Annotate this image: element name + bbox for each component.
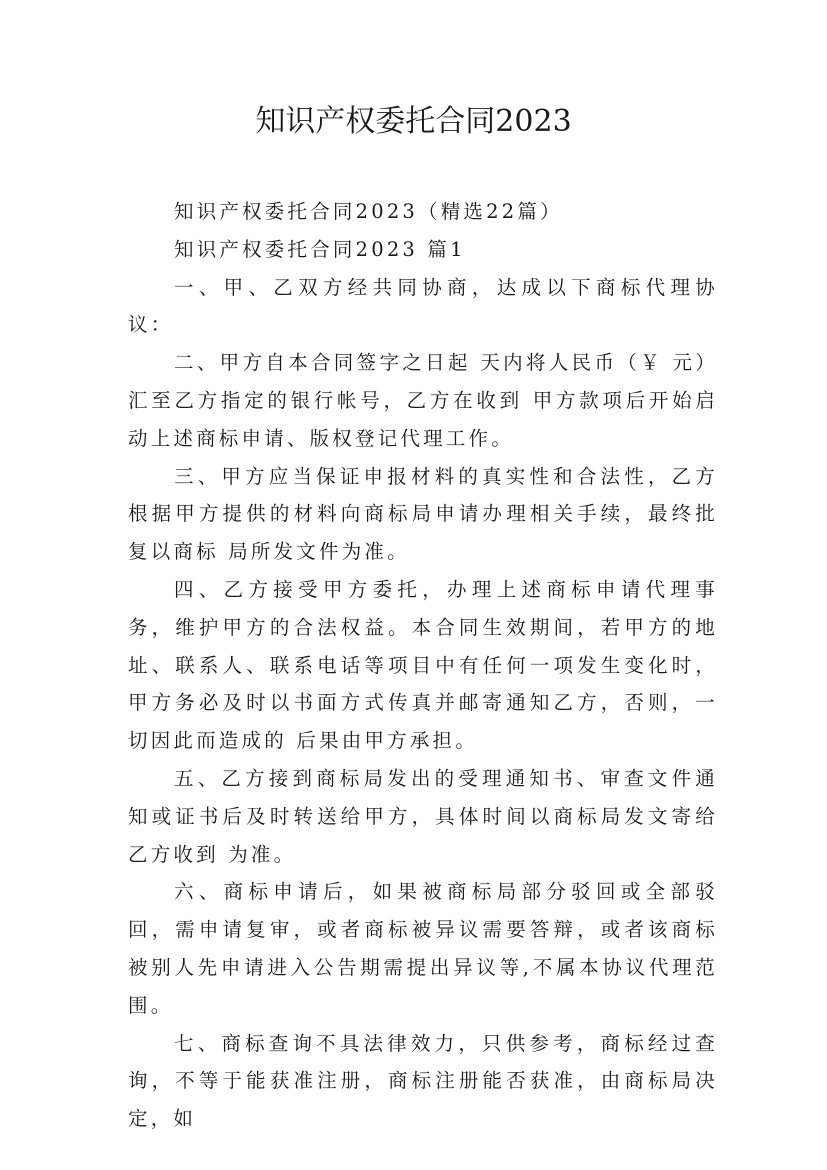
- paragraph-clause-5: 五、乙方接到商标局发出的受理通知书、审查文件通知或证书后及时转送给甲方，具体时间以商标局发文寄给乙方收到 为准。: [128, 766, 718, 866]
- paragraph-clause-1: 一、甲、乙双方经共同协商，达成以下商标代理协议：: [128, 275, 718, 337]
- document-body: [128, 193, 718, 1138]
- paragraph-clause-2: 二、甲方自本合同签字之日起 天内将人民币（￥ 元）汇至乙方指定的银行帐号，乙方在收到 甲方款项后开始启动上述商标申请、版权登记代理工作。: [128, 351, 718, 450]
- paragraph-subtitle: 知识产权委托合同2023（精选22篇）: [174, 200, 563, 223]
- paragraph-clause-3: 三、甲方应当保证申报材料的真实性和合法性，乙方根据甲方提供的材料向商标局申请办理相关手续，最终批复以商标 局所发文件为准。: [128, 464, 718, 564]
- paragraph-clause-4: 四、乙方接受甲方委托，办理上述商标申请代理事务，维护甲方的合法权益。本合同生效期间，若甲方的地址、联系人、联系电话等项目中有任何一项发生变化时，甲方务必及时以书面方式传真并邮寄通知乙方，否则，一切因此而造成的 后果由甲方承担。: [128, 577, 718, 753]
- paragraph-clause-6: 六、商标申请后，如果被商标局部分驳回或全部驳回，需申请复审，或者商标被异议需要答辩，或者该商标被别人先申请进入公告期需提出异议等,不属本协议代理范围。: [128, 880, 718, 1017]
- paragraph-clause-7: 七、商标查询不具法律效力，只供参考，商标经过查询，不等于能获准注册，商标注册能否获准，由商标局决定，如: [128, 1031, 718, 1131]
- document-title: 知识产权委托合同2023: [255, 104, 572, 139]
- paragraph-section-heading: 知识产权委托合同2023 篇1: [174, 237, 466, 261]
